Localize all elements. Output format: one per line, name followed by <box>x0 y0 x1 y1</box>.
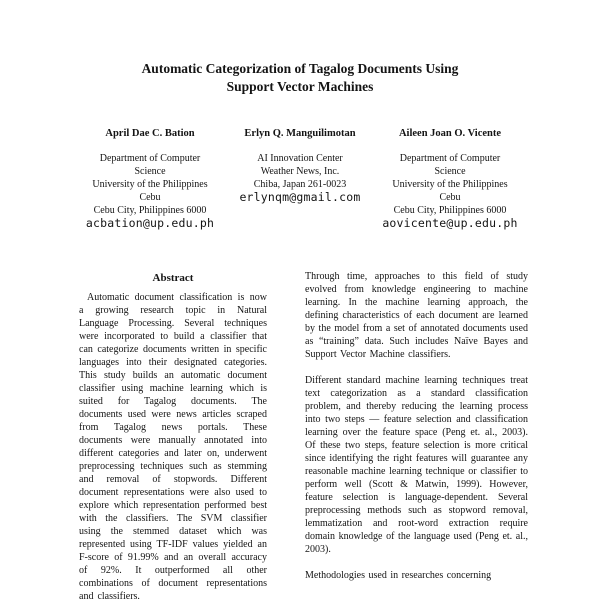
author-name: April Dae C. Bation <box>105 128 195 139</box>
author-block-2 <box>215 127 385 204</box>
author-block-1 <box>65 127 235 230</box>
body-paragraph-3: Methodologies used in researches concerning <box>305 570 492 581</box>
author-email: acbation@up.edu.ph <box>85 216 215 230</box>
author-email: aovicente@up.edu.ph <box>382 216 518 230</box>
affiliation-line: Science <box>134 166 166 177</box>
affiliation-line: University of the Philippines <box>392 179 508 190</box>
body-paragraph-1: Through time, approaches to this field of study evolved from knowledge engineering to machine learning. In the machine learning approach, the defining characteristics of each document are learned by the model from a set of annotated documents used as “training” data. Such includes Naïve Bayes and Support Vector Machine classifiers. <box>305 271 528 360</box>
author-email: erlynqm@gmail.com <box>239 190 361 204</box>
author-name: Aileen Joan O. Vicente <box>398 128 502 139</box>
affiliation-line: Cebu City, Philippines 6000 <box>393 205 507 216</box>
author-block-3 <box>365 127 535 230</box>
abstract-section <box>79 272 267 603</box>
paper-title-line-1: Automatic Categorization of Tagalog Documents Using <box>141 61 459 76</box>
abstract-heading: Abstract <box>152 272 194 284</box>
paper-title-line-2: Support Vector Machines <box>226 78 374 94</box>
affiliation-line: Department of Computer <box>399 153 501 164</box>
author-name: Erlyn Q. Manguilimotan <box>244 128 356 139</box>
right-column <box>305 270 528 600</box>
affiliation-line: Chiba, Japan 261-0023 <box>253 179 347 190</box>
affiliation-line: AI Innovation Center <box>257 153 343 164</box>
affiliation-line: Science <box>434 166 466 177</box>
body-paragraph-2: Different standard machine learning techniques treat text categorization as a standard classification problem, and thereby reducing the learning process into two steps — feature selection and classification learning over the feature space (Peng et. al., 2003). Of these two steps, feature selection is more critical since identifying the right features will guarantee any reasonable machine learning technique or classifier to perform well (Scott & Matwin, 1999). However, feature selection is language-dependent. Several preprocessing methods such as stopword removal, lemmatization and root-word extraction require domain knowledge of the language used (Peng et. al., 2003). <box>305 375 528 555</box>
affiliation-line: Department of Computer <box>99 153 201 164</box>
affiliation-line: Cebu City, Philippines 6000 <box>93 205 207 216</box>
paper-title <box>0 60 600 95</box>
affiliation-line: Cebu <box>139 192 161 203</box>
affiliation-line: University of the Philippines <box>92 179 208 190</box>
affiliation-line: Weather News, Inc. <box>260 166 340 177</box>
abstract-text: Automatic document classification is now a growing research topic in Natural Language Processing. Several techniques were incorporated to build a classifier that can categorize documents written in specific languages into their designated categories. This study builds an automatic document classifier using machine learning which is suited for Tagalog documents. The documents used were news articles scraped from Tagalog news portals. These documents were manually annotated into different categories and later on, underwent preprocessing techniques such as stemming and removal of stopwords. Different document representations were also used to explore which representation performed best with the classifiers. The SVM classifier using the stemmed dataset which was represented using TF-IDF values yielded an F-score of 91.99% and an overall accuracy of 92%. It outperformed all other combinations of document representations and classifiers. <box>79 292 267 602</box>
affiliation-line: Cebu <box>439 192 461 203</box>
